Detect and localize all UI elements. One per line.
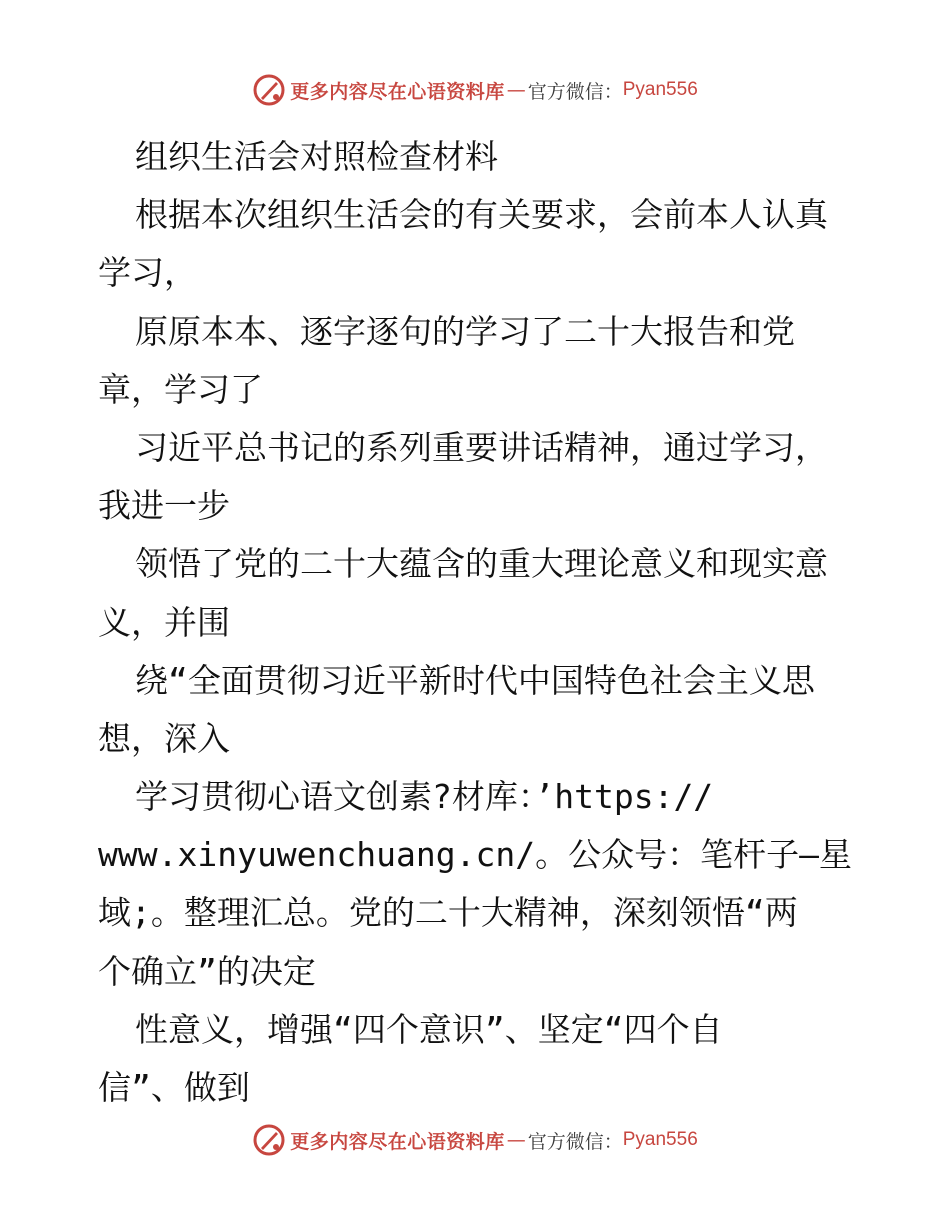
watermark-dash: — (506, 79, 526, 101)
watermark-official-label: 官方微信： (527, 1130, 623, 1153)
document-body (98, 128, 878, 1117)
paragraph-line: 章，学习了 (98, 369, 263, 409)
document-title: 组织生活会对照检查材料 (135, 137, 498, 176)
paragraph-line: 个确立”的决定 (98, 951, 316, 991)
watermark-brand: 更多内容尽在心语资料库 (290, 1130, 505, 1153)
watermark-account: Pyan556 (622, 79, 698, 100)
paragraph-line: 义，并围 (98, 602, 230, 642)
quill-circle-logo-icon (252, 1123, 286, 1157)
watermark-brand: 更多内容尽在心语资料库 (290, 80, 505, 103)
paragraph-line: 习近平总书记的系列重要讲话精神，通过学习， (135, 427, 828, 467)
watermark-dash: — (506, 1129, 526, 1151)
watermark-footer (0, 1120, 950, 1160)
paragraph-line: 绕“全面贯彻习近平新时代中国特色社会主义思 (135, 660, 815, 700)
watermark-official-label: 官方微信： (527, 80, 623, 103)
paragraph-line: 信”、做到 (98, 1068, 250, 1107)
paragraph-line: 想，深入 (98, 718, 230, 758)
paragraph-line: 根据本次组织生活会的有关要求，会前本人认真 (135, 195, 828, 235)
paragraph-line: www.xinyuwenchuang.cn/。公众号：笔杆子—星 (98, 835, 852, 875)
paragraph-line: 学习， (98, 253, 197, 293)
watermark-account: Pyan556 (622, 1129, 698, 1150)
paragraph-line: 原原本本、逐字逐句的学习了二十大报告和党 (135, 311, 795, 351)
quill-circle-logo-icon (252, 73, 286, 107)
paragraph-line: 我进一步 (98, 486, 230, 526)
paragraph-line: 领悟了党的二十大蕴含的重大理论意义和现实意 (135, 544, 828, 584)
paragraph-line: 学习贯彻心语文创素?材库：’https:// (135, 777, 714, 817)
paragraph-line: 性意义，增强“四个意识”、坚定“四个自 (135, 1009, 723, 1049)
watermark-header (0, 70, 950, 110)
paragraph-line: 域;。整理汇总。党的二十大精神，深刻领悟“两 (98, 893, 798, 933)
